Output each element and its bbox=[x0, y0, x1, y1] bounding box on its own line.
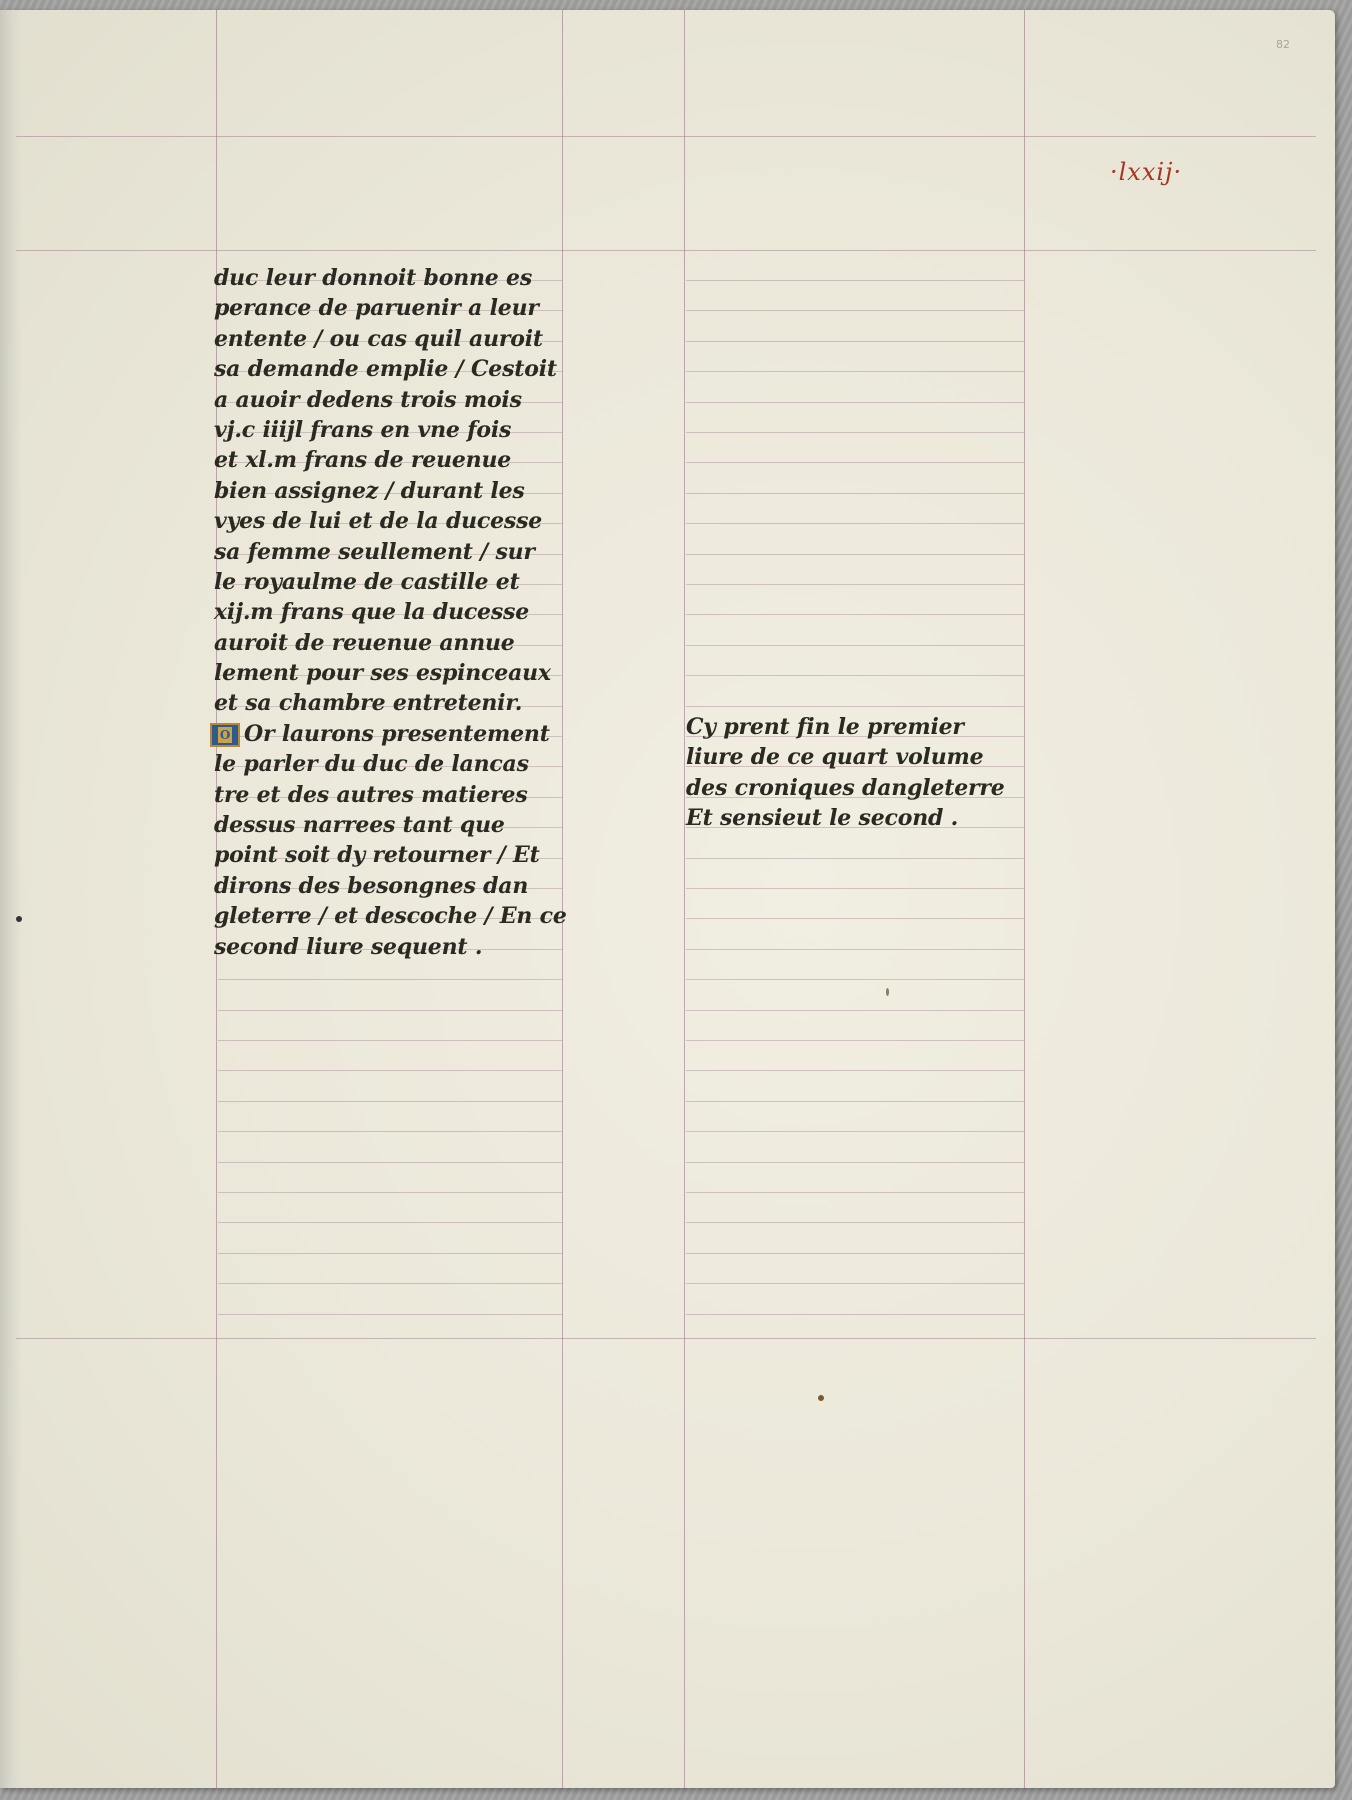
writing-ruling-line bbox=[686, 1040, 1024, 1041]
text-line: le parler du duc de lancas bbox=[214, 751, 529, 778]
ruling-vertical-right-inner bbox=[1024, 10, 1025, 1788]
text-line: tre et des autres matieres bbox=[214, 781, 528, 808]
text-line: second liure sequent . bbox=[214, 933, 483, 960]
text-line: xij.m frans que la ducesse bbox=[214, 599, 530, 626]
writing-ruling-line bbox=[686, 1192, 1024, 1193]
writing-ruling-line bbox=[218, 1192, 562, 1193]
ink-speck bbox=[886, 988, 889, 996]
writing-ruling-line bbox=[218, 979, 562, 980]
text-line: et xl.m frans de reuenue bbox=[214, 447, 512, 474]
page-gutter bbox=[0, 10, 22, 1788]
illuminated-initial bbox=[210, 723, 240, 747]
text-line: lement pour ses espinceaux bbox=[214, 660, 551, 687]
writing-ruling-line bbox=[686, 1101, 1024, 1102]
writing-ruling-line bbox=[218, 1162, 562, 1163]
writing-ruling-line bbox=[218, 1253, 562, 1254]
margin-mark bbox=[16, 916, 22, 922]
writing-ruling-line bbox=[686, 918, 1024, 919]
writing-ruling-line bbox=[686, 1283, 1024, 1284]
writing-ruling-line bbox=[686, 1222, 1024, 1223]
writing-ruling-line bbox=[218, 1070, 562, 1071]
writing-ruling-line bbox=[218, 1040, 562, 1041]
ink-speck bbox=[818, 1395, 824, 1401]
writing-ruling-line bbox=[686, 554, 1024, 555]
text-line: gleterre / et descoche / En ce bbox=[214, 903, 567, 930]
text-column-right bbox=[686, 712, 1066, 834]
writing-ruling-line bbox=[686, 280, 1024, 281]
writing-ruling-line bbox=[218, 1283, 562, 1284]
explicit-line: Cy prent fin le premier bbox=[686, 714, 964, 740]
writing-ruling-line bbox=[686, 1070, 1024, 1071]
text-line: dessus narrees tant que bbox=[214, 812, 505, 839]
writing-ruling-line bbox=[686, 432, 1024, 433]
writing-ruling-line bbox=[686, 402, 1024, 403]
writing-ruling-line bbox=[686, 1162, 1024, 1163]
text-line: perance de paruenir a leur bbox=[214, 295, 539, 322]
writing-ruling-line bbox=[686, 523, 1024, 524]
text-line: dirons des besongnes dan bbox=[214, 872, 529, 899]
writing-ruling-line bbox=[686, 645, 1024, 646]
writing-ruling-line bbox=[686, 341, 1024, 342]
manuscript-folio bbox=[0, 10, 1335, 1788]
writing-ruling-line bbox=[686, 706, 1024, 707]
text-line: a auoir dedens trois mois bbox=[214, 386, 522, 413]
text-line: sa femme seullement / sur bbox=[214, 538, 535, 565]
initial-letter: O bbox=[219, 727, 231, 742]
text-line: et sa chambre entretenir. bbox=[214, 690, 523, 717]
writing-ruling-line bbox=[686, 1010, 1024, 1011]
text-line: le royaulme de castille et bbox=[214, 568, 520, 595]
writing-ruling-line bbox=[686, 1253, 1024, 1254]
writing-ruling-line bbox=[686, 675, 1024, 676]
text-line: point soit dy retourner / Et bbox=[214, 842, 540, 869]
writing-ruling-line bbox=[218, 1131, 562, 1132]
writing-ruling-line bbox=[686, 858, 1024, 859]
writing-ruling-line bbox=[218, 1222, 562, 1223]
text-line: entente / ou cas quil auroit bbox=[214, 325, 543, 352]
explicit-line: Et sensieut le second . bbox=[686, 805, 959, 832]
ruling-horizontal-top bbox=[16, 136, 1316, 137]
writing-ruling-line bbox=[686, 371, 1024, 372]
text-line: sa demande emplie / Cestoit bbox=[214, 356, 557, 383]
explicit-line: des croniques dangleterre bbox=[686, 774, 1005, 801]
writing-ruling-line bbox=[686, 949, 1024, 950]
writing-ruling-line bbox=[686, 614, 1024, 615]
writing-ruling-line bbox=[218, 1101, 562, 1102]
writing-ruling-line bbox=[686, 1131, 1024, 1132]
writing-ruling-line bbox=[686, 888, 1024, 889]
text-line-with-initial bbox=[210, 719, 594, 749]
text-line: bien assignez / durant les bbox=[214, 477, 525, 504]
writing-ruling-line bbox=[686, 584, 1024, 585]
text-line: vyes de lui et de la ducesse bbox=[214, 508, 543, 535]
ruling-vertical-right-outer bbox=[684, 10, 685, 1788]
writing-ruling-line bbox=[218, 1314, 562, 1315]
text-line-content: Or laurons presentement bbox=[244, 720, 550, 747]
writing-ruling-line bbox=[686, 979, 1024, 980]
writing-ruling-line bbox=[686, 310, 1024, 311]
text-line: duc leur donnoit bonne es bbox=[214, 265, 533, 291]
ruling-horizontal-upper bbox=[16, 250, 1316, 251]
writing-ruling-line bbox=[686, 462, 1024, 463]
explicit-line: liure de ce quart volume bbox=[686, 744, 984, 771]
writing-ruling-line bbox=[686, 493, 1024, 494]
ruling-horizontal-bottom bbox=[16, 1338, 1316, 1339]
folio-number: ·lxxij· bbox=[1110, 158, 1183, 186]
corner-foliation-mark: 82 bbox=[1276, 38, 1290, 51]
writing-ruling-line bbox=[218, 1010, 562, 1011]
text-line: auroit de reuenue annue bbox=[214, 629, 515, 656]
text-column-left bbox=[214, 263, 594, 962]
writing-ruling-line bbox=[686, 1314, 1024, 1315]
text-line: vj.c iiijl frans en vne fois bbox=[214, 416, 512, 443]
